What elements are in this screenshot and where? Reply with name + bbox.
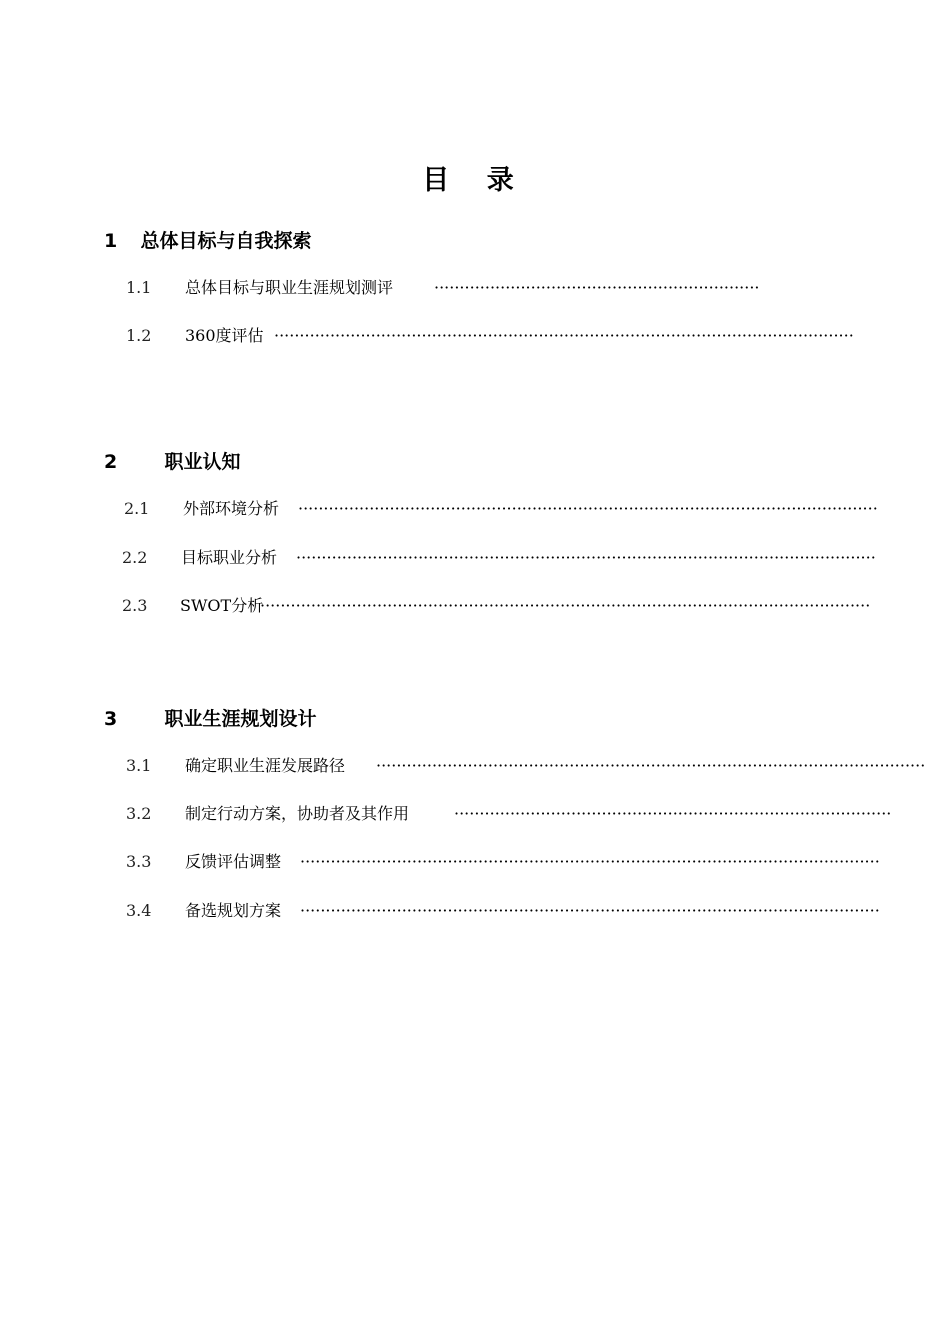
toc-section-1 <box>104 226 312 253</box>
item-label: 备选规划方案 <box>185 901 282 920</box>
item-number: 3.3 <box>126 852 152 871</box>
leader-dots: ·················································································································· <box>300 901 880 920</box>
leader-dots: ·················································································································· <box>300 852 880 871</box>
section-number: 3 <box>104 708 118 730</box>
toc-item-2-3 <box>122 594 871 618</box>
item-number: 3.1 <box>126 756 152 775</box>
leader-dots: ·················································································································· <box>298 499 878 518</box>
item-label: 反馈评估调整 <box>185 852 282 871</box>
toc-section-3 <box>104 704 317 731</box>
item-number: 2.3 <box>122 596 148 615</box>
item-number: 3.4 <box>126 901 152 920</box>
toc-item-1-2 <box>126 324 854 348</box>
item-number: 1.2 <box>126 326 152 345</box>
item-label: SWOT分析 <box>180 596 264 615</box>
item-label: 确定职业生涯发展路径 <box>185 756 346 775</box>
section-label: 职业生涯规划设计 <box>164 708 317 730</box>
leader-dots: ············································································································ <box>376 756 926 775</box>
leader-dots: ······················································································ <box>454 804 892 823</box>
section-label: 职业认知 <box>164 451 241 473</box>
item-number: 2.1 <box>124 499 150 518</box>
toc-title: 目 录 <box>422 165 528 196</box>
leader-dots: ························································································································ <box>260 596 871 615</box>
toc-item-3-2 <box>126 802 892 826</box>
section-label: 总体目标与自我探索 <box>140 230 312 252</box>
item-label: 总体目标与职业生涯规划测评 <box>185 278 394 297</box>
toc-section-2 <box>104 447 241 474</box>
leader-dots: ·················································································································· <box>274 326 854 345</box>
section-number: 2 <box>104 451 118 473</box>
item-label: 360度评估 <box>185 326 264 345</box>
toc-item-2-2 <box>122 546 876 570</box>
item-number: 2.2 <box>122 548 148 567</box>
item-label: 外部环境分析 <box>183 499 280 518</box>
toc-item-1-1 <box>126 276 760 300</box>
item-label: 目标职业分析 <box>181 548 278 567</box>
toc-item-2-1 <box>124 497 878 521</box>
leader-dots: ·················································································································· <box>296 548 876 567</box>
item-number: 1.1 <box>126 278 152 297</box>
leader-dots: ································································ <box>434 278 760 297</box>
item-label: 制定行动方案，协助者及其作用 <box>185 804 410 823</box>
section-number: 1 <box>104 230 118 252</box>
toc-item-3-1 <box>126 754 926 778</box>
item-number: 3.2 <box>126 804 152 823</box>
toc-item-3-4 <box>126 899 880 923</box>
toc-item-3-3 <box>126 850 880 874</box>
